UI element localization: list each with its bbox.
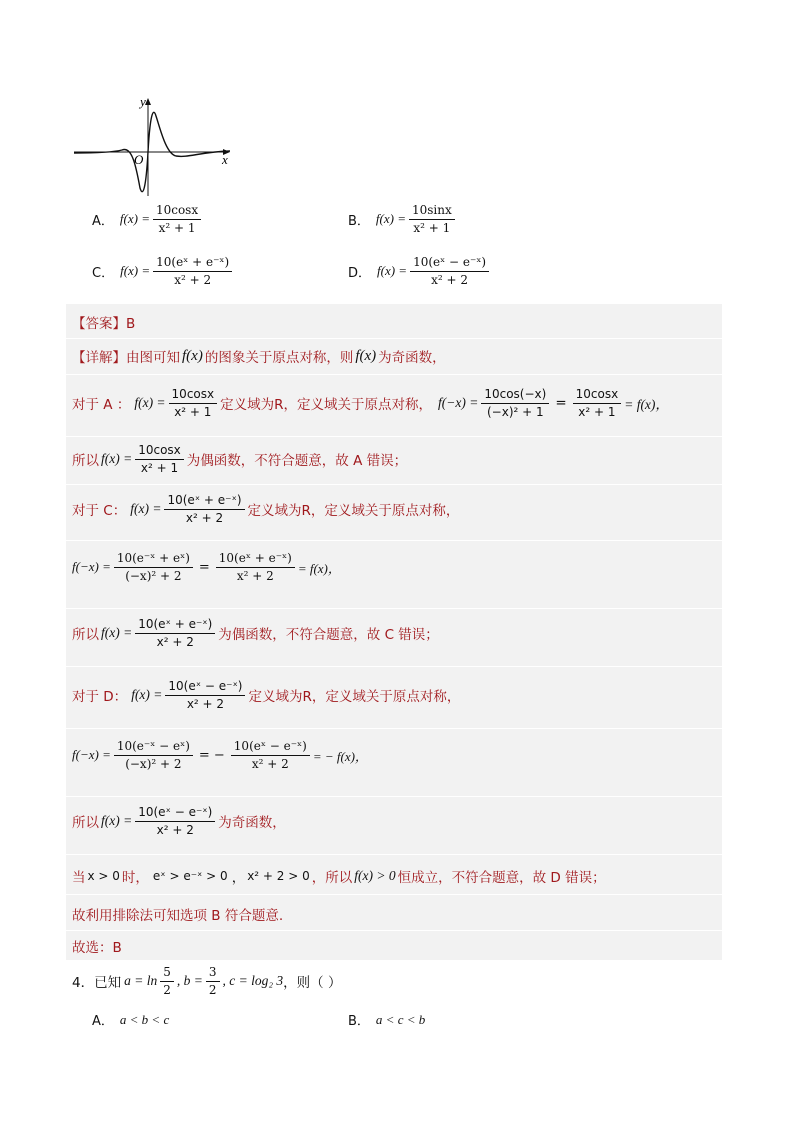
q4-frac-2-den: 2 <box>208 982 217 997</box>
x-axis-label: x <box>222 152 228 167</box>
case-c-fraction-4 <box>135 618 215 648</box>
when-3: ，所以 <box>311 870 353 886</box>
case-a-line: 对于 A ： f(x) = $\frac{10\cos x}{\text{x² + 1}}$ 定义域为R，定义域关于原点对称， f(−x) = $\frac{10\cos(-x)}{\text{(−x)² + 1}}$ = $\frac{10\cos x}{\text{x² + 1}}$ = f(x)， <box>72 387 669 419</box>
case-c-fneg: f(−x) = <box>72 559 111 575</box>
q4-option-b[interactable] <box>348 1010 425 1029</box>
case-c-conclusion <box>72 618 439 648</box>
option-c-letter: C． <box>92 265 115 281</box>
case-c-den-2: (−x)² + 2 <box>125 568 182 583</box>
case-a-num-2: 10cos(−x) <box>481 388 549 404</box>
row-divider <box>66 374 722 375</box>
case-c-den-3: x² + 2 <box>236 568 274 583</box>
case-a-den-3: x² + 1 <box>578 404 616 419</box>
row-divider <box>66 930 722 931</box>
case-a-den-4: x² + 1 <box>140 460 179 475</box>
case-d-den-2: (−x)² + 2 <box>125 756 182 771</box>
case-c-eq-fx: = f(x)， <box>297 560 341 576</box>
case-d-den-4: x² + 2 <box>156 822 194 837</box>
case-a-domain: 定义域为R，定义域关于原点对称， <box>220 397 432 414</box>
option-d-fraction <box>410 256 489 286</box>
row-divider <box>66 854 722 855</box>
case-d-domain: 定义域为R，定义域关于原点对称， <box>248 689 461 706</box>
when-1: 当 <box>72 870 86 886</box>
option-d[interactable] <box>348 256 492 286</box>
detail-label: 【详解】 <box>72 350 126 366</box>
q4-frac-1-num: 5 <box>160 966 174 982</box>
case-c-num-2: 10(e⁻ˣ + eˣ) <box>114 552 193 568</box>
so-label-c: 所以 <box>72 627 99 644</box>
case-c-num-3: 10(eˣ + e⁻ˣ) <box>216 552 295 568</box>
q4-option-a[interactable] <box>92 1010 169 1029</box>
case-d-num-4: 10(eˣ − e⁻ˣ) <box>135 806 215 822</box>
case-a-fraction-3 <box>573 388 622 418</box>
q4-frac-1-den: 2 <box>163 982 171 997</box>
case-d-fx-2: f(x) = <box>101 813 133 829</box>
case-d-den-3: x² + 2 <box>251 756 289 771</box>
case-a-num-4: 10cosx <box>135 444 184 460</box>
q4-tail: ，则（ ） <box>283 975 342 992</box>
case-c-num: 10(eˣ + e⁻ˣ) <box>164 494 244 510</box>
option-b[interactable] <box>348 204 458 234</box>
detail-text-3: 为奇函数， <box>378 350 446 366</box>
option-d-letter: D． <box>348 265 372 281</box>
option-d-numerator: 10(eˣ − e⁻ˣ) <box>410 256 489 272</box>
row-divider <box>66 540 722 541</box>
when-2: 时， <box>121 870 149 886</box>
option-b-fx: f(x) = <box>375 211 406 227</box>
case-a-even: 为偶函数，不符合题意，故 A 错误； <box>186 453 408 470</box>
case-a-prefix: 对于 A ： <box>72 397 131 414</box>
option-a-fraction <box>153 204 201 234</box>
option-b-letter: B． <box>348 213 370 229</box>
case-c-den: x² + 2 <box>185 510 224 525</box>
row-divider <box>66 894 722 895</box>
option-d-denominator: x² + 2 <box>431 272 469 287</box>
positive-x-line: 当 x > 0 时， eˣ > e⁻ˣ > 0 ， x² + 2 > 0 ，所以 f(x) > 0 恒成立，不符合题意，故 D 错误； <box>72 868 606 886</box>
option-a-fx: f(x) = <box>119 211 150 227</box>
case-d-neg-fx: = − f(x)， <box>312 748 368 764</box>
conclusion-line: 故利用排除法可知选项 B 符合题意. <box>72 908 284 924</box>
case-d-fraction <box>165 680 245 710</box>
detail-text-2: 的图象关于原点对称，则 <box>204 350 354 366</box>
case-d-fraction-3 <box>231 740 310 770</box>
case-c-fraction-2 <box>114 552 193 582</box>
case-c-fraction <box>164 494 244 524</box>
row-divider <box>66 338 722 339</box>
case-c-num-4: 10(eˣ + e⁻ˣ) <box>135 618 215 634</box>
case-a-num: 10cosx <box>169 388 218 404</box>
case-d-conclusion <box>72 806 286 836</box>
question-4 <box>72 966 341 996</box>
answer-label: 【答案】B <box>72 316 136 332</box>
case-c-even: 为偶函数，不符合题意，故 C 错误； <box>218 627 439 644</box>
case-d-line <box>72 680 460 710</box>
q4-c-part: , c = log₂ 3 <box>222 973 284 989</box>
case-a-fraction-2 <box>481 388 549 418</box>
case-a-num-3: 10cosx <box>573 388 622 404</box>
case-c-derivation: f(−x) = $\frac{\text{10(e⁻ˣ + eˣ)}}{\text{(−x)² + 2}}$ = $\frac{\text{10(eˣ + e⁻ˣ)}}{\text{x² + 2}}$ = f(x)， <box>72 551 341 583</box>
case-a-eq-fx: = f(x)， <box>624 397 669 413</box>
case-c-domain: 定义域为R，定义域关于原点对称， <box>247 503 460 520</box>
q4-frac-1 <box>160 966 174 996</box>
case-d-num-3: 10(eˣ − e⁻ˣ) <box>231 740 310 756</box>
q4-option-b-text: a < c < b <box>375 1011 426 1027</box>
case-d-derivation: f(−x) = $\frac{\text{10(e⁻ˣ − eˣ)}}{\text{(−x)² + 2}}$ = − $\frac{\text{10(eˣ − e⁻ˣ)}}{\text{x² + 2}}$ = − f(x)， <box>72 739 368 771</box>
detail-line <box>72 346 446 366</box>
so-label-d: 所以 <box>72 815 99 832</box>
q4-option-a-text: a < b < c <box>119 1011 170 1027</box>
y-axis-arrow <box>145 98 151 105</box>
case-d-fneg: f(−x) = <box>72 747 111 763</box>
y-axis-label: y <box>140 94 146 109</box>
case-c-fraction-3 <box>216 552 295 582</box>
row-divider <box>66 436 722 437</box>
case-c-line <box>72 494 459 524</box>
option-a-denominator: x² + 1 <box>158 220 196 235</box>
row-divider <box>66 484 722 485</box>
q4-a-part: a = ln <box>124 973 158 989</box>
case-c-den-4: x² + 2 <box>156 634 194 649</box>
when-4: 恒成立，不符合题意，故 D 错误； <box>397 870 606 886</box>
option-a-letter: A． <box>92 213 114 229</box>
case-d-fraction-2 <box>114 740 193 770</box>
case-a-fx-2: f(x) = <box>101 451 133 467</box>
detail-fx-1: f(x) <box>182 347 203 364</box>
q4-number: 4．已知 <box>72 975 122 992</box>
option-b-fraction <box>409 204 455 234</box>
case-a-conclusion <box>72 444 407 474</box>
case-a-fraction-4 <box>135 444 184 474</box>
case-d-fx: f(x) = <box>131 687 163 703</box>
option-c-denominator: x² + 2 <box>174 272 212 287</box>
detail-text-1: 由图可知 <box>126 350 180 366</box>
detail-fx-2: f(x) <box>355 347 377 364</box>
q4-option-b-letter: B． <box>348 1014 370 1029</box>
option-c-numerator: 10(eˣ + e⁻ˣ) <box>153 256 232 272</box>
case-c-fx: f(x) = <box>130 501 162 517</box>
case-a-den-2: (−x)² + 1 <box>487 404 544 419</box>
fx-positive: f(x) > 0 <box>354 868 396 883</box>
q4-frac-2 <box>206 966 220 996</box>
case-d-odd: 为奇函数， <box>218 815 286 832</box>
ineq-1: eˣ > e⁻ˣ > 0 <box>152 869 228 883</box>
function-graph <box>70 92 240 202</box>
case-c-fx-2: f(x) = <box>101 625 133 641</box>
q4-option-a-letter: A． <box>92 1014 114 1029</box>
case-d-fraction-4 <box>135 806 215 836</box>
option-b-denominator: x² + 1 <box>413 220 451 235</box>
row-divider <box>66 666 722 667</box>
row-divider <box>66 728 722 729</box>
so-label: 所以 <box>72 453 99 470</box>
option-d-fx: f(x) = <box>377 263 408 279</box>
option-a-numerator: 10cosx <box>153 204 201 220</box>
case-a-fneg: f(−x) = <box>438 395 479 411</box>
option-c[interactable] <box>92 256 235 286</box>
case-d-num: 10(eˣ − e⁻ˣ) <box>165 680 245 696</box>
case-a-fx: f(x) = <box>134 395 166 411</box>
case-c-prefix: 对于 C： <box>72 503 127 520</box>
option-b-numerator: 10sinx <box>409 204 455 220</box>
case-a-fraction <box>169 388 218 418</box>
q4-frac-2-num: 3 <box>206 966 220 982</box>
case-d-prefix: 对于 D： <box>72 689 128 706</box>
when-cond: x > 0 <box>87 869 120 883</box>
origin-label: O <box>134 152 144 167</box>
option-c-fx: f(x) = <box>120 263 151 279</box>
case-d-den: x² + 2 <box>186 696 225 711</box>
row-divider <box>66 796 722 797</box>
ineq-2: x² + 2 > 0 <box>247 869 310 883</box>
row-divider <box>66 608 722 609</box>
case-a-den: x² + 1 <box>174 404 212 419</box>
q4-b-part: , b = <box>176 973 203 989</box>
option-c-fraction <box>153 256 232 286</box>
option-a[interactable] <box>92 204 204 234</box>
case-d-num-2: 10(e⁻ˣ − eˣ) <box>114 740 193 756</box>
choice-line: 故选：B <box>72 940 122 956</box>
